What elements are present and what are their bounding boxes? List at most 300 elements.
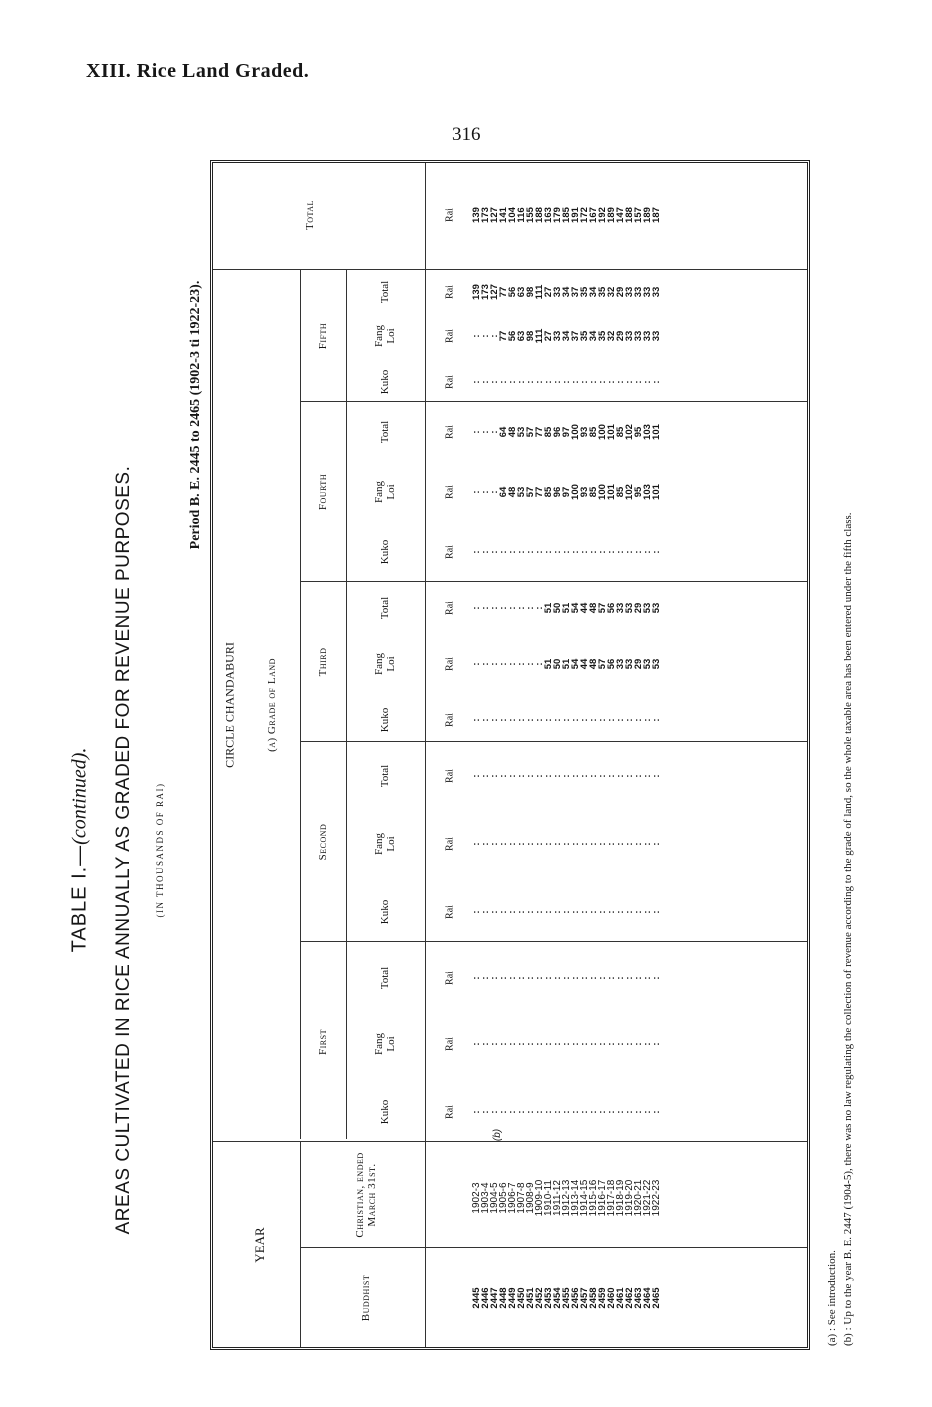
table-cell: 63	[516, 330, 527, 342]
sub-fourth-fang: Fang Loi	[372, 481, 397, 503]
table-cell: 85	[543, 426, 554, 438]
unit-label: Rai	[444, 1037, 456, 1051]
table-cell: 33	[615, 602, 626, 614]
table-cell: :	[570, 976, 581, 980]
sub-fourth-kuko: Kuko	[378, 539, 391, 565]
table-cell: :	[543, 380, 554, 384]
unit-label: Rai	[444, 425, 456, 439]
table-cell: :	[480, 1042, 491, 1046]
table-cell: :	[480, 662, 491, 666]
table-cell: :	[597, 380, 608, 384]
table-cell: 141	[498, 207, 509, 223]
table-cell: 1909-10	[534, 1179, 545, 1217]
table-cell: 101	[606, 484, 617, 500]
footnote-a: (a) : See introduction.	[826, 1250, 838, 1346]
rule-third-fourth	[300, 581, 807, 582]
table-cell: 1913-14	[570, 1179, 581, 1217]
table-cell: :	[588, 976, 599, 980]
unit-label: Rai	[444, 285, 456, 299]
table-cell: :	[606, 910, 617, 914]
table-cell: :	[471, 1110, 482, 1114]
table-cell: :	[642, 976, 653, 980]
table-cell: :	[651, 910, 662, 914]
table-cell: 104	[507, 207, 518, 223]
table-cell: 44	[579, 658, 590, 670]
sub-first-total: Total	[378, 966, 391, 990]
unit-label: Rai	[444, 837, 456, 851]
table-cell: :	[597, 1042, 608, 1046]
table-cell: :	[525, 1110, 536, 1114]
table-cell: :	[498, 910, 509, 914]
table-cell: 56	[507, 286, 518, 298]
table-cell: :	[471, 334, 482, 338]
table-cell: :	[552, 380, 563, 384]
table-cell: :	[525, 380, 536, 384]
table-cell: :	[507, 380, 518, 384]
table-cell: 35	[579, 330, 590, 342]
table-cell: 33	[651, 286, 662, 298]
sub-third-total: Total	[378, 596, 391, 620]
sub-fifth-kuko: Kuko	[378, 369, 391, 395]
table-cell: :	[570, 774, 581, 778]
table-cell: 53	[651, 658, 662, 670]
table-cell: :	[561, 774, 572, 778]
table-cell: 1921-22	[642, 1179, 653, 1217]
table-cell: 2465	[651, 1287, 662, 1309]
table-cell: 29	[615, 330, 626, 342]
table-cell: 97	[561, 426, 572, 438]
table-cell: 56	[606, 602, 617, 614]
table-cell: 127	[489, 284, 500, 300]
table-cell: :	[651, 774, 662, 778]
table-cell: :	[480, 490, 491, 494]
table-cell: 85	[543, 486, 554, 498]
table-cell: :	[525, 662, 536, 666]
rule-buddhist-christian	[300, 1247, 807, 1248]
table-cell: 103	[642, 484, 653, 500]
table-cell: 116	[516, 207, 527, 223]
col-third-fang	[472, 652, 661, 676]
grade-second: Second	[316, 823, 329, 861]
table-cell: :	[561, 550, 572, 554]
table-cell: 2460	[606, 1287, 617, 1309]
table-cell: :	[543, 774, 554, 778]
table-cell: 102	[624, 484, 635, 500]
table-cell: 33	[552, 286, 563, 298]
table-cell: :	[579, 550, 590, 554]
table-cell: :	[624, 380, 635, 384]
table-cell: :	[561, 1110, 572, 1114]
table-cell: :	[633, 1110, 644, 1114]
table-cell: 1917-18	[606, 1179, 617, 1217]
table-cell: 96	[552, 486, 563, 498]
table-cell: :	[534, 910, 545, 914]
table-cell: 2458	[588, 1287, 599, 1309]
table-cell: :	[651, 550, 662, 554]
grade-heading: (a) Grade of Land	[265, 658, 278, 752]
table-cell: :	[480, 842, 491, 846]
table-cell: :	[615, 910, 626, 914]
table-cell: :	[651, 1110, 662, 1114]
table-cell: 97	[561, 486, 572, 498]
grade-third: Third	[316, 647, 329, 677]
table-cell: 33	[651, 330, 662, 342]
table-cell: :	[597, 842, 608, 846]
table-cell: 179	[552, 207, 563, 223]
table-cell: :	[579, 774, 590, 778]
table-cell: 85	[615, 426, 626, 438]
table-cell: :	[471, 718, 482, 722]
table-title: TABLE I.—(continued).	[68, 747, 91, 953]
table-cell: :	[552, 1110, 563, 1114]
table-cell: :	[498, 976, 509, 980]
table-cell: 101	[651, 424, 662, 440]
table-cell: :	[489, 910, 500, 914]
table-cell: 192	[597, 207, 608, 223]
table-cell: 189	[642, 207, 653, 223]
table-cell: :	[615, 380, 626, 384]
table-cell: :	[642, 1110, 653, 1114]
table-cell: 1910-11	[543, 1180, 554, 1216]
table-cell: 188	[624, 207, 635, 223]
table-cell: :	[606, 1042, 617, 1046]
table-cell: 2464	[642, 1287, 653, 1309]
sub-fifth-fang: Fang Loi	[372, 325, 397, 347]
table-cell: 33	[633, 330, 644, 342]
table-cell: :	[642, 718, 653, 722]
table-cell: 155	[525, 207, 536, 223]
table-cell: 27	[543, 330, 554, 342]
table-cell: 103	[642, 424, 653, 440]
rule-under-grade	[300, 270, 301, 1139]
table-cell: :	[525, 976, 536, 980]
table-cell: :	[570, 1042, 581, 1046]
table-cell: 1908-9	[525, 1182, 536, 1214]
table-cell: :	[633, 910, 644, 914]
rule-fourth-fifth	[300, 401, 807, 402]
table-cell: :	[516, 718, 527, 722]
section-heading: XIII. Rice Land Graded.	[86, 60, 310, 82]
table-cell: 2447	[489, 1287, 500, 1309]
table-cell: 2453	[543, 1287, 554, 1309]
table-cell: :	[615, 976, 626, 980]
unit-label: Rai	[444, 375, 456, 389]
table-cell: :	[516, 976, 527, 980]
table-cell: :	[579, 1110, 590, 1114]
table-cell: 2463	[633, 1287, 644, 1309]
table-cell: :	[597, 976, 608, 980]
table-cell: :	[507, 976, 518, 980]
unit-label: Rai	[444, 971, 456, 985]
table-cell: :	[516, 662, 527, 666]
table-cell: :	[561, 976, 572, 980]
table-cell: :	[534, 1110, 545, 1114]
footnote-b: (b) : Up to the year B. E. 2447 (1904-5), there was no law regulating the collection of revenue according to the grade of land, so the whole taxable area has been entered under the fifth class.	[842, 512, 854, 1346]
table-cell: :	[543, 1110, 554, 1114]
table-cell: 111	[534, 284, 545, 300]
table-cell: 100	[597, 484, 608, 500]
table-cell: :	[516, 1110, 527, 1114]
table-cell: :	[588, 774, 599, 778]
table-cell: 2446	[480, 1287, 491, 1309]
table-cell: :	[525, 718, 536, 722]
table-cell: :	[534, 842, 545, 846]
table-cell: 35	[597, 286, 608, 298]
table-cell: 56	[507, 330, 518, 342]
col-fifth-fang	[472, 324, 661, 348]
table-cell: 53	[624, 658, 635, 670]
table-cell: :	[606, 1110, 617, 1114]
table-cell: :	[624, 550, 635, 554]
col-fourth-fang	[472, 480, 661, 504]
table-cell: 27	[543, 286, 554, 298]
table-cell: :	[516, 550, 527, 554]
table-cell: :	[615, 550, 626, 554]
table-cell: :	[615, 718, 626, 722]
table-cell: 51	[543, 602, 554, 614]
buddhist-heading: Buddhist	[359, 1274, 372, 1322]
table-cell: 51	[561, 602, 572, 614]
total-heading: Total	[303, 200, 316, 230]
table-cell: 191	[570, 207, 581, 223]
table-cell: :	[633, 976, 644, 980]
table-cell: 48	[507, 426, 518, 438]
table-cell: 33	[615, 658, 626, 670]
table-cell: 29	[615, 286, 626, 298]
table-cell: :	[498, 550, 509, 554]
table-cell: :	[624, 774, 635, 778]
table-cell: :	[579, 842, 590, 846]
table-cell: 100	[570, 424, 581, 440]
table-cell: 85	[588, 426, 599, 438]
table-cell: :	[615, 842, 626, 846]
table-cell: :	[507, 550, 518, 554]
table-cell: :	[471, 842, 482, 846]
table-cell: :	[606, 718, 617, 722]
rule-first-second	[300, 941, 807, 942]
table-cell: 85	[588, 486, 599, 498]
table-cell: :	[471, 490, 482, 494]
table-cell: :	[624, 910, 635, 914]
table-cell: 2451	[525, 1287, 536, 1309]
table-cell: :	[489, 550, 500, 554]
table-cell: :	[471, 910, 482, 914]
table-cell: :	[642, 910, 653, 914]
table-cell: :	[543, 842, 554, 846]
table-cell: :	[480, 910, 491, 914]
sub-second-kuko: Kuko	[378, 899, 391, 925]
table-cell: :	[507, 606, 518, 610]
sub-first-kuko: Kuko	[378, 1099, 391, 1125]
table-cell: 50	[552, 602, 563, 614]
table-cell: :	[642, 380, 653, 384]
table-cell: 51	[561, 658, 572, 670]
table-cell: :	[552, 718, 563, 722]
table-cell: 187	[651, 207, 662, 223]
circle-heading: CIRCLE CHANDABURI	[222, 642, 237, 768]
table-cell: 1918-19	[615, 1179, 626, 1217]
sub-third-kuko: Kuko	[378, 707, 391, 733]
table-cell: 33	[642, 286, 653, 298]
table-cell: 1912-13	[561, 1179, 572, 1217]
table-cell: :	[570, 910, 581, 914]
unit-label: Rai	[444, 545, 456, 559]
table-cell: :	[534, 380, 545, 384]
col-first-fang	[472, 1032, 661, 1056]
table-cell: :	[498, 718, 509, 722]
table-cell: 64	[498, 426, 509, 438]
table-cell: 33	[624, 286, 635, 298]
unit-label: Rai	[444, 905, 456, 919]
table-cell: 147	[615, 207, 626, 223]
table-cell: :	[561, 380, 572, 384]
table-cell: :	[516, 842, 527, 846]
table-cell: :	[480, 774, 491, 778]
table-cell: :	[480, 606, 491, 610]
table-cell: :	[552, 842, 563, 846]
table-cell: :	[597, 1110, 608, 1114]
table-cell: 1904-5	[489, 1182, 500, 1214]
table-cell: 48	[588, 602, 599, 614]
table-cell: :	[570, 842, 581, 846]
table-cell: :	[633, 550, 644, 554]
table-cell: 32	[606, 330, 617, 342]
table-cell: :	[642, 842, 653, 846]
table-cell: :	[507, 1042, 518, 1046]
col-first-kuko	[472, 1100, 661, 1124]
col-grand-total	[472, 200, 661, 230]
year-heading: YEAR	[251, 1227, 267, 1263]
unit-label: Rai	[444, 769, 456, 783]
table-cell: 101	[606, 424, 617, 440]
table-cell: 33	[642, 330, 653, 342]
table-cell: 33	[552, 330, 563, 342]
table-cell: 2449	[507, 1287, 518, 1309]
table-cell: :	[498, 606, 509, 610]
period-note: Period B. E. 2445 to 2465 (1902-3 ti 1922-23).	[188, 280, 203, 550]
table-cell: 111	[534, 328, 545, 344]
table-cell: 98	[525, 286, 536, 298]
table-cell: 35	[597, 330, 608, 342]
table-cell: 127	[489, 207, 500, 223]
table-cell: :	[498, 774, 509, 778]
table-cell: :	[579, 1042, 590, 1046]
table-cell: 172	[579, 207, 590, 223]
table-cell: 77	[534, 486, 545, 498]
grade-first: First	[316, 1029, 329, 1055]
table-cell: :	[489, 976, 500, 980]
table-cell: 53	[642, 658, 653, 670]
sub-fifth-total: Total	[378, 280, 391, 304]
table-cell: 35	[579, 286, 590, 298]
table-cell: :	[543, 910, 554, 914]
table-cell: :	[579, 718, 590, 722]
table-cell: :	[633, 380, 644, 384]
table-cell: 102	[624, 424, 635, 440]
table-cell: :	[489, 842, 500, 846]
unit-label: Rai	[444, 657, 456, 671]
sub-fourth-total: Total	[378, 420, 391, 444]
rule-under-year	[300, 1142, 301, 1347]
table-cell: :	[471, 976, 482, 980]
table-cell: :	[651, 1042, 662, 1046]
table-cell: 1906-7	[507, 1182, 518, 1214]
rule-under-grades	[346, 270, 347, 1139]
table-cell: 1922-23	[651, 1179, 662, 1217]
table-cell: :	[633, 842, 644, 846]
table-cell: :	[480, 430, 491, 434]
table-cell: :	[624, 976, 635, 980]
table-cell: 2461	[615, 1287, 626, 1309]
table-cell: :	[552, 910, 563, 914]
table-cell: :	[579, 976, 590, 980]
unit-label: Rai	[444, 329, 456, 343]
table-cell: :	[516, 1042, 527, 1046]
table-cell: :	[498, 1110, 509, 1114]
table-cell: 173	[480, 284, 491, 300]
table-cell: :	[561, 842, 572, 846]
table-cell: :	[543, 976, 554, 980]
rule-year-data	[213, 1141, 807, 1142]
unit-label: Rai	[444, 485, 456, 499]
table-cell: 77	[534, 426, 545, 438]
table-cell: 37	[570, 330, 581, 342]
table-cell: :	[633, 774, 644, 778]
table-cell: 34	[588, 286, 599, 298]
table-cell: :	[471, 606, 482, 610]
table-cell: :	[480, 334, 491, 338]
sub-third-fang: Fang Loi	[372, 653, 397, 675]
unit-label: Rai	[444, 601, 456, 615]
table-cell: 2462	[624, 1287, 635, 1309]
table-cell: 2456	[570, 1287, 581, 1309]
table-cell: :	[516, 380, 527, 384]
table-cell: :	[615, 774, 626, 778]
table-cell: :	[525, 774, 536, 778]
table-cell: :	[624, 718, 635, 722]
table-cell: 139	[471, 207, 482, 223]
table-cell: :	[489, 774, 500, 778]
table-cell: :	[489, 718, 500, 722]
table-cell: 44	[579, 602, 590, 614]
table-cell: :	[507, 1110, 518, 1114]
col-fifth-total	[472, 280, 661, 304]
table-cell: :	[579, 910, 590, 914]
table-cell: :	[534, 976, 545, 980]
table-cell: 57	[597, 658, 608, 670]
table-cell: :	[651, 380, 662, 384]
table-cell: 53	[516, 426, 527, 438]
table-cell: :	[534, 718, 545, 722]
sub-second-total: Total	[378, 764, 391, 788]
table-cell: 173	[480, 207, 491, 223]
col-third-total	[472, 596, 661, 620]
col-christian	[472, 1168, 661, 1228]
table-cell: :	[615, 1110, 626, 1114]
table-cell: 189	[606, 207, 617, 223]
table-cell: :	[489, 490, 500, 494]
table-cell: :	[525, 910, 536, 914]
table-cell: :	[552, 774, 563, 778]
units-note: (IN THOUSANDS OF RAI)	[155, 782, 165, 918]
table-cell: 157	[633, 207, 644, 223]
table-cell: :	[588, 910, 599, 914]
table-cell: :	[507, 718, 518, 722]
table-cell: 54	[570, 658, 581, 670]
table-cell: 1905-6	[498, 1182, 509, 1214]
table-cell: :	[507, 910, 518, 914]
table-cell: :	[651, 718, 662, 722]
